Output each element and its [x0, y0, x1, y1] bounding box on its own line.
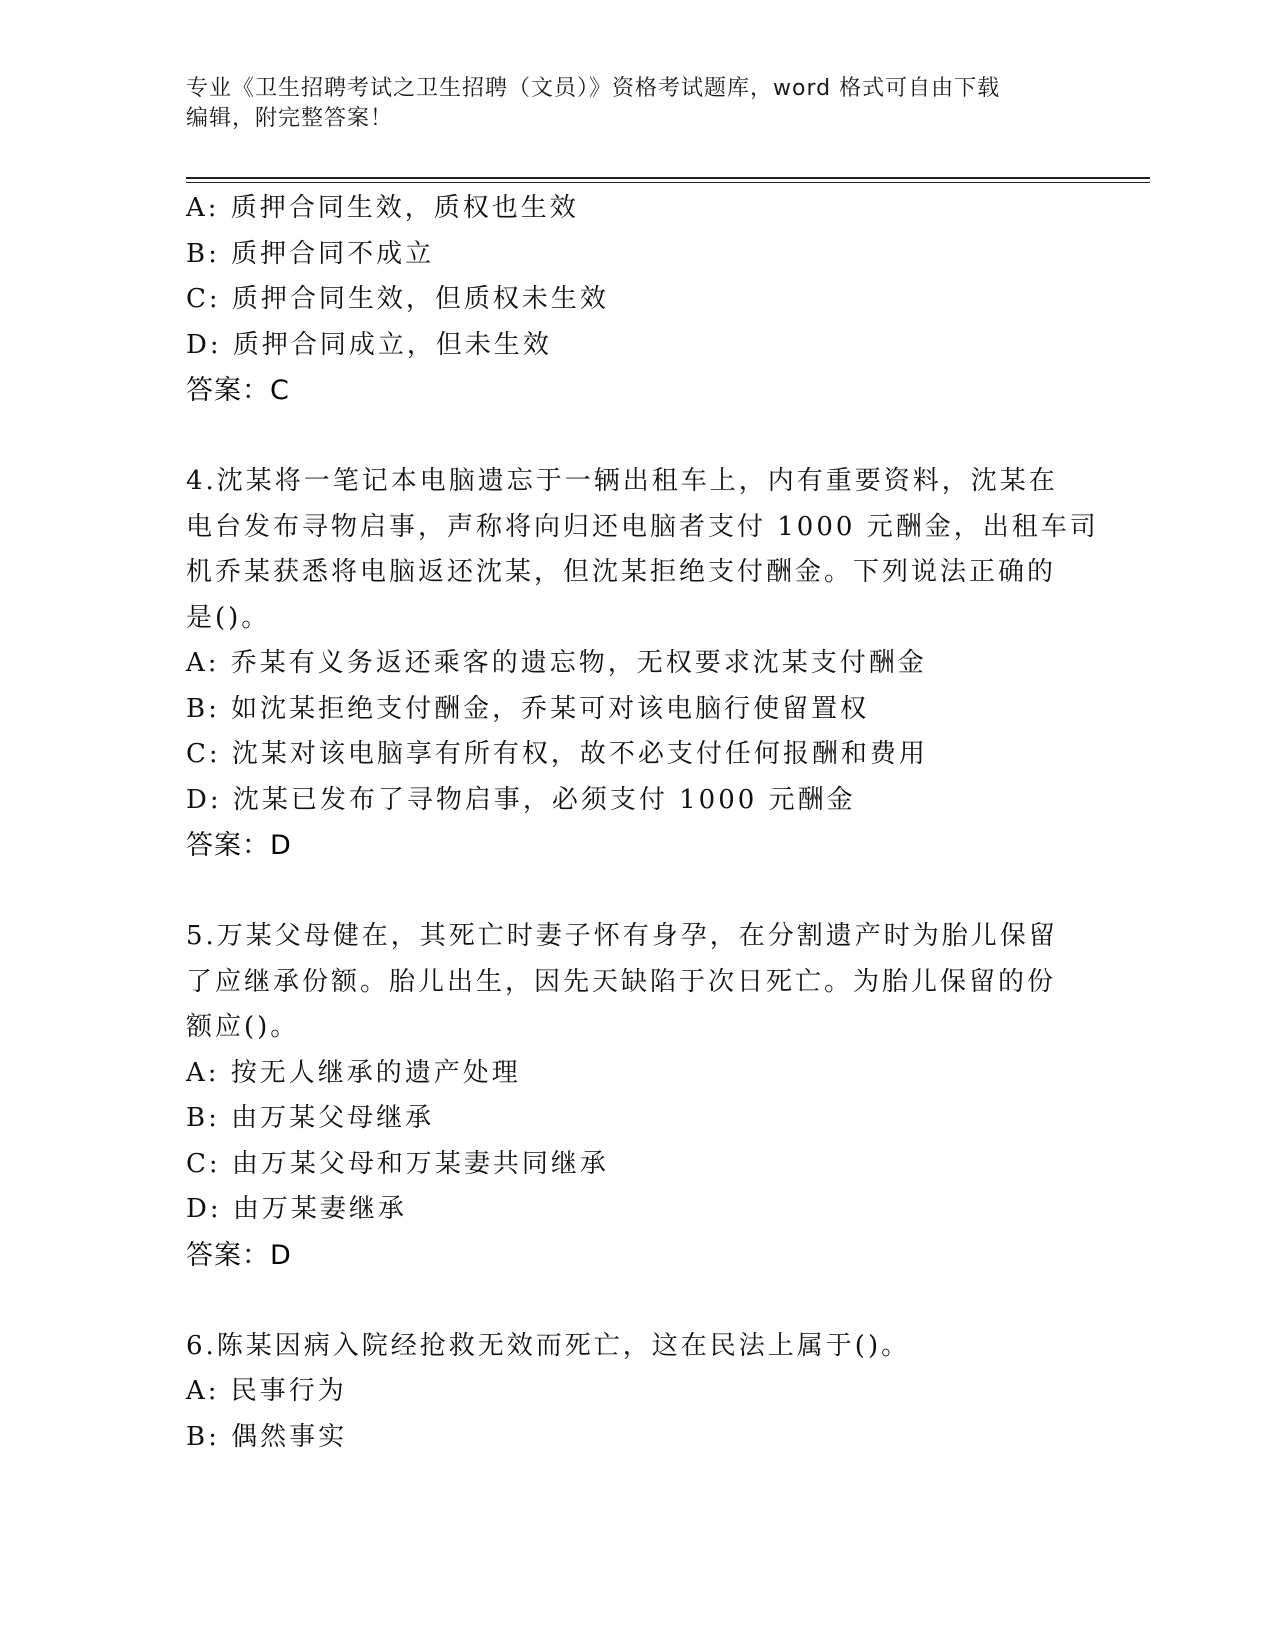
- option-b: B: 偶然事实: [186, 1421, 348, 1452]
- spacer: [186, 1278, 1086, 1324]
- option-c: C: 由万某父母和万某妻共同继承: [186, 1148, 609, 1179]
- question-stem-line: 了应继承份额。胎儿出生，因先天缺陷于次日死亡。为胎儿保留的份: [186, 966, 1057, 997]
- option-a: A: 质押合同生效，质权也生效: [186, 193, 579, 223]
- option-c: C: 质押合同生效，但质权未生效: [186, 284, 609, 314]
- question-6: [186, 1324, 1086, 1461]
- spacer: [186, 869, 1086, 915]
- option-a: A: 民事行为: [186, 1376, 347, 1406]
- option-c: C: 沈某对该电脑享有所有权，故不必支付任何报酬和费用: [186, 739, 928, 769]
- question-stem-line: 电台发布寻物启事，声称将向归还电脑者支付 1000 元酬金，出租车司: [186, 511, 1099, 542]
- question-stem-line: 5.万某父母健在，其死亡时妻子怀有身孕，在分割遗产时为胎儿保留: [186, 921, 1058, 951]
- option-b: B: 质押合同不成立: [186, 238, 435, 269]
- question-stem-line: 4.沈某将一笔记本电脑遗忘于一辆出租车上，内有重要资料，沈某在: [186, 466, 1058, 496]
- document-header: [186, 74, 1066, 134]
- question-5: [186, 914, 1086, 1278]
- header-line-2: 编辑，附完整答案！: [186, 106, 394, 131]
- question-stem-line: 6.陈某因病入院经抢救无效而死亡，这在民法上属于()。: [186, 1330, 911, 1361]
- question-stem-line: 额应()。: [186, 1012, 300, 1042]
- option-a: A: 按无人继承的遗产处理: [186, 1057, 521, 1088]
- question-list: [186, 186, 1099, 1460]
- option-b: B: 如沈某拒绝支付酬金，乔某可对该电脑行使留置权: [186, 693, 870, 724]
- option-d: D: 质押合同成立，但未生效: [186, 329, 552, 360]
- answer-line: 答案：C: [186, 375, 290, 406]
- answer-line: 答案：D: [186, 1239, 292, 1271]
- option-d: D: 由万某妻继承: [186, 1194, 407, 1224]
- question-3: [186, 186, 1086, 414]
- option-d: D: 沈某已发布了寻物启事，必须支付 1000 元酬金: [186, 784, 856, 815]
- header-divider-thin: [186, 182, 1150, 183]
- answer-line: 答案：D: [186, 830, 292, 861]
- question-stem-line: 是()。: [186, 602, 271, 633]
- option-a: A: 乔某有义务返还乘客的遗忘物，无权要求沈某支付酬金: [186, 648, 927, 678]
- option-b: B: 由万某父母继承: [186, 1103, 435, 1133]
- question-4: [186, 459, 1099, 869]
- spacer: [186, 414, 1086, 460]
- question-stem-line: 机乔某获悉将电脑返还沈某，但沈某拒绝支付酬金。下列说法正确的: [186, 557, 1057, 587]
- header-divider-thick: [186, 177, 1150, 179]
- header-line-1: 专业《卫生招聘考试之卫生招聘（文员）》资格考试题库，word 格式可自由下载: [186, 76, 1001, 101]
